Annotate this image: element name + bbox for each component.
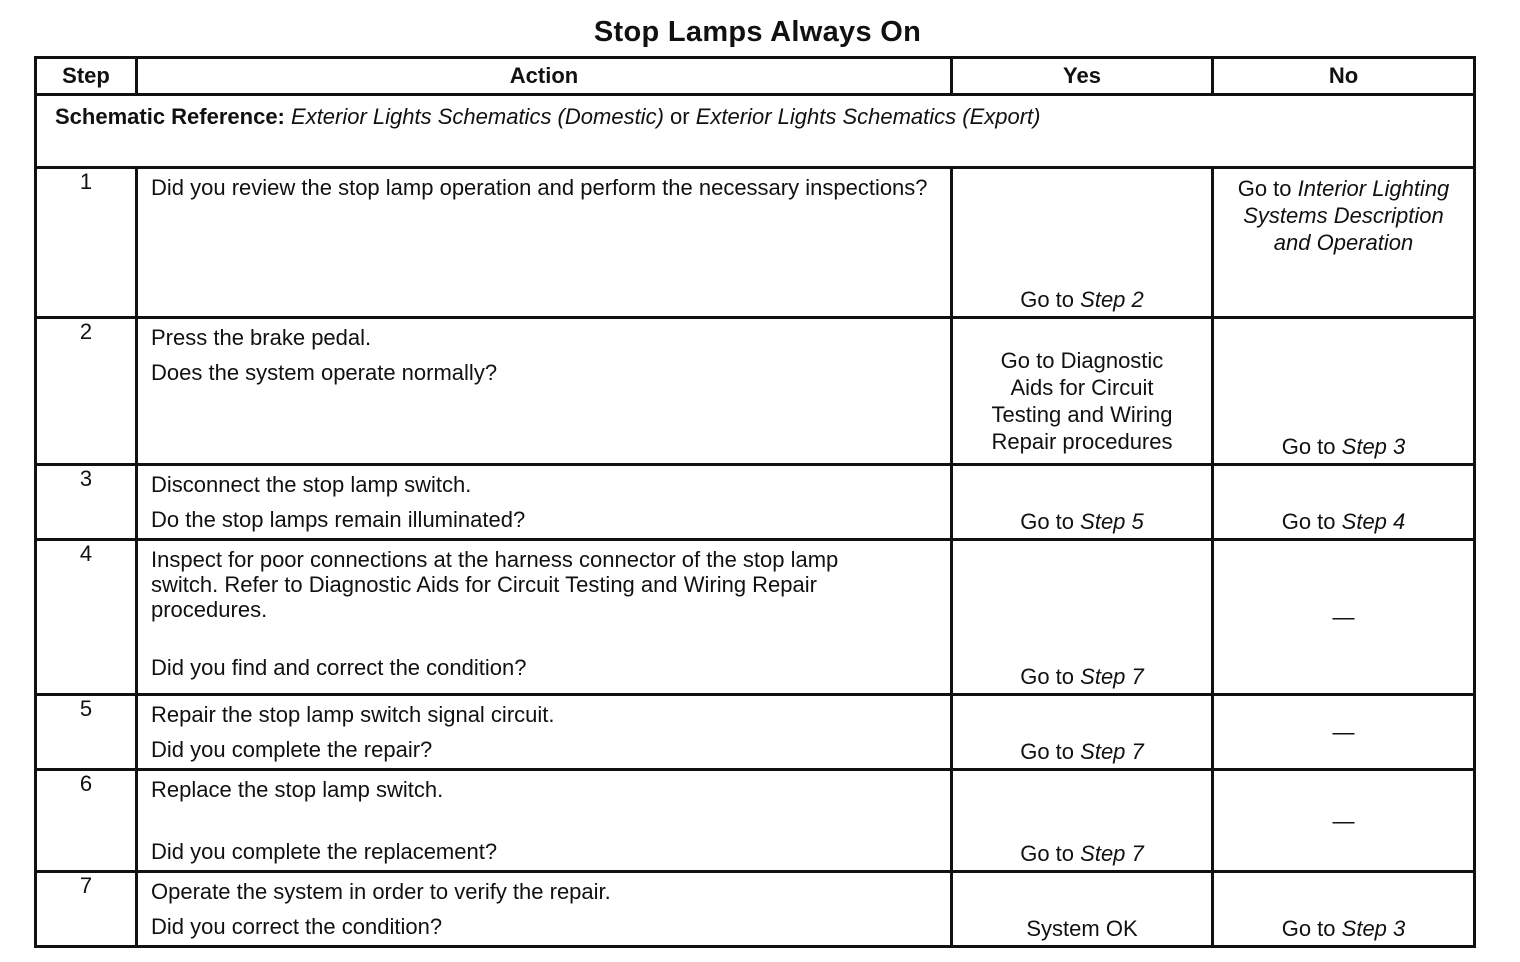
action-question: Did you correct the condition? xyxy=(151,914,443,939)
table-row xyxy=(36,465,1475,540)
header-no: No xyxy=(1213,58,1475,95)
action-text: Press the brake pedal. xyxy=(151,325,372,350)
no-prefix: Go to xyxy=(1281,509,1336,534)
action-text: Did you review the stop lamp operation and perform the necessary inspections? xyxy=(151,175,928,200)
yes-link[interactable]: Step 2 xyxy=(1080,287,1144,312)
yes-prefix: Go to xyxy=(1020,287,1075,312)
schematic-or: or xyxy=(670,104,690,129)
yes-link[interactable]: Step 5 xyxy=(1080,509,1144,534)
no-prefix: Go to xyxy=(1237,176,1292,201)
yes-prefix: Go to xyxy=(1020,664,1075,689)
yes-prefix: Go to xyxy=(1020,509,1075,534)
action-question: Did you find and correct the condition? xyxy=(151,655,527,680)
no-cell xyxy=(1213,465,1475,540)
yes-result: System OK xyxy=(1026,916,1138,941)
no-cell xyxy=(1213,770,1475,872)
header-action: Action xyxy=(137,58,952,95)
header-step: Step xyxy=(36,58,137,95)
action-cell xyxy=(137,540,952,695)
action-text: Replace the stop lamp switch. xyxy=(151,777,444,802)
step-number: 5 xyxy=(36,695,137,770)
no-dash: — xyxy=(1332,604,1355,630)
schematic-row xyxy=(36,95,1475,168)
yes-cell xyxy=(952,695,1213,770)
step-number: 7 xyxy=(36,872,137,947)
action-text: Operate the system in order to verify the repair. xyxy=(151,879,611,904)
table-row xyxy=(36,872,1475,947)
no-link[interactable]: Step 4 xyxy=(1341,509,1406,534)
yes-link[interactable]: Step 7 xyxy=(1080,664,1144,689)
no-prefix: Go to xyxy=(1281,916,1336,941)
action-cell xyxy=(137,695,952,770)
table-row xyxy=(36,695,1475,770)
schematic-label: Schematic Reference: xyxy=(55,104,285,129)
action-cell xyxy=(137,168,952,318)
step-number: 3 xyxy=(36,465,137,540)
table-row xyxy=(36,770,1475,872)
action-question: Did you complete the replacement? xyxy=(151,839,498,864)
action-cell xyxy=(137,318,952,465)
yes-cell xyxy=(952,872,1213,947)
action-text: Inspect for poor connections at the harness connector of the stop lamp switch. Refer to Diagnostic Aids for Circuit Testing and Wiring Repair procedures. xyxy=(151,547,839,622)
action-cell xyxy=(137,465,952,540)
no-prefix: Go to xyxy=(1281,434,1336,459)
no-link[interactable]: Step 3 xyxy=(1341,434,1406,459)
action-question: Do the stop lamps remain illuminated? xyxy=(151,507,526,532)
table-row xyxy=(36,540,1475,695)
yes-link[interactable]: Step 7 xyxy=(1080,841,1144,866)
step-number: 2 xyxy=(36,318,137,465)
header-row xyxy=(36,58,1475,95)
yes-prefix: Go to xyxy=(1020,841,1075,866)
no-cell xyxy=(1213,318,1475,465)
action-cell xyxy=(137,770,952,872)
page-title: Stop Lamps Always On xyxy=(593,16,922,48)
action-question: Did you complete the repair? xyxy=(151,737,433,762)
yes-link[interactable]: Go to Diagnostic Aids for Circuit Testing and Wiring Repair procedures xyxy=(991,348,1173,454)
no-cell xyxy=(1213,168,1475,318)
yes-cell xyxy=(952,465,1213,540)
no-link[interactable]: Step 3 xyxy=(1341,916,1406,941)
no-dash: — xyxy=(1332,719,1355,745)
diagnostic-table xyxy=(34,56,1476,948)
yes-cell xyxy=(952,168,1213,318)
no-cell xyxy=(1213,695,1475,770)
yes-link[interactable]: Step 7 xyxy=(1080,739,1144,764)
table-row xyxy=(36,318,1475,465)
action-cell xyxy=(137,872,952,947)
no-cell xyxy=(1213,540,1475,695)
step-number: 6 xyxy=(36,770,137,872)
action-text: Disconnect the stop lamp switch. xyxy=(151,472,472,497)
no-link[interactable]: Interior Lighting Systems Description and Operation xyxy=(1243,176,1450,255)
no-cell xyxy=(1213,872,1475,947)
yes-prefix: Go to xyxy=(1020,739,1075,764)
schematic-link-domestic[interactable]: Exterior Lights Schematics (Domestic) xyxy=(291,104,664,129)
header-yes: Yes xyxy=(952,58,1213,95)
action-question: Does the system operate normally? xyxy=(151,360,498,385)
step-number: 1 xyxy=(36,168,137,318)
step-number: 4 xyxy=(36,540,137,695)
yes-cell xyxy=(952,318,1213,465)
action-text: Repair the stop lamp switch signal circuit. xyxy=(151,702,555,727)
table-row xyxy=(36,168,1475,318)
yes-cell xyxy=(952,540,1213,695)
yes-cell xyxy=(952,770,1213,872)
no-dash: — xyxy=(1332,808,1355,833)
schematic-reference xyxy=(36,95,1475,168)
schematic-link-export[interactable]: Exterior Lights Schematics (Export) xyxy=(695,104,1041,129)
